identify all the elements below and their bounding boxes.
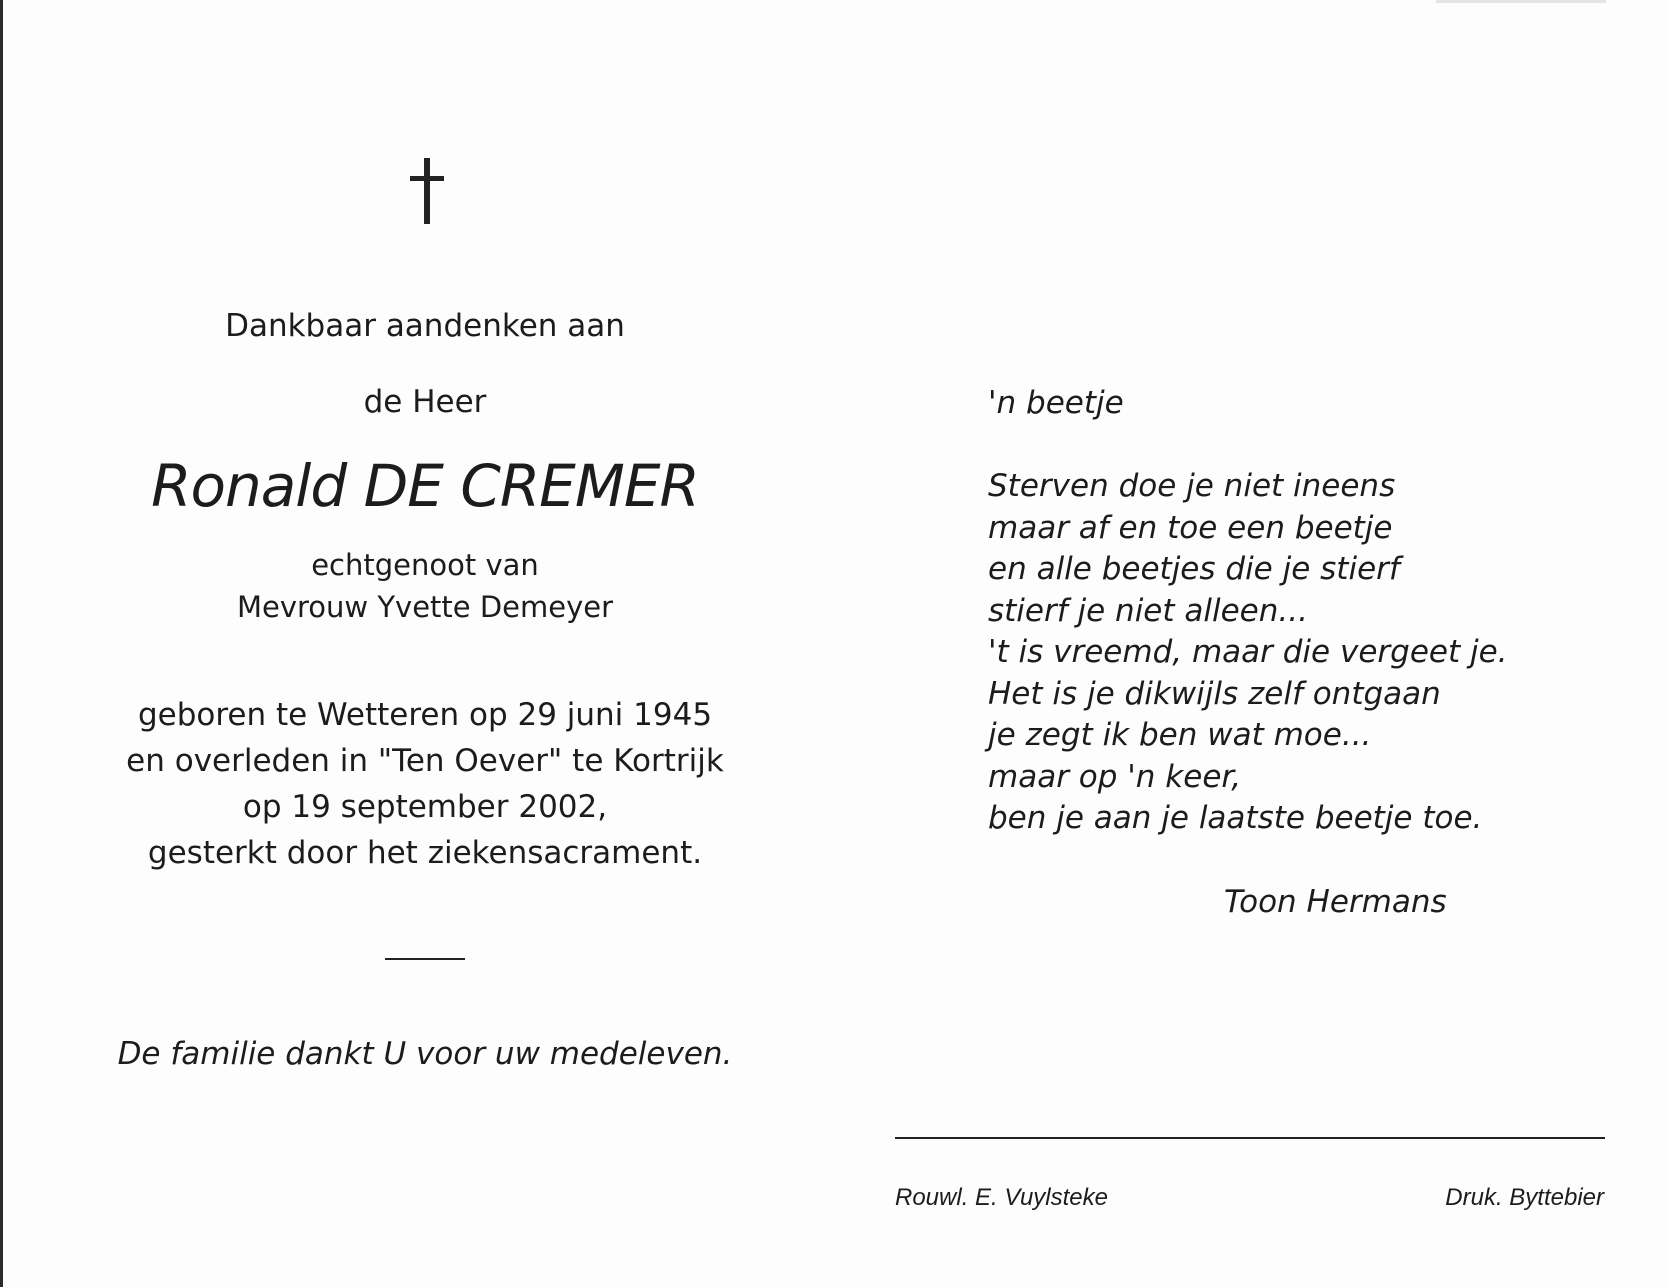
- poem-line: je zegt ik ben wat moe...: [988, 717, 1372, 753]
- poem-body: [988, 466, 1508, 840]
- card-edge: [0, 0, 3, 1287]
- poem-line: maar op 'n keer,: [988, 758, 1242, 795]
- life-details: [90, 692, 760, 876]
- death-line: en overleden in "Ten Oever" te Kortrijk: [126, 743, 724, 779]
- poem-line: 't is vreemd, maar die vergeet je.: [988, 634, 1508, 670]
- scan-mark: [1436, 0, 1606, 3]
- poem-line: Het is je dikwijls zelf ontgaan: [988, 675, 1441, 712]
- spouse-name: Mevrouw Yvette Demeyer: [236, 590, 614, 624]
- honorific: de Heer: [363, 384, 487, 420]
- poem-line: en alle beetjes die je stierf: [988, 551, 1400, 587]
- death-date-line: op 19 september 2002,: [242, 789, 608, 825]
- funeral-home-credit: Rouwl. E. Vuylsteke: [895, 1184, 1108, 1211]
- poem-line: stierf je niet alleen...: [988, 592, 1308, 629]
- spouse-relation: echtgenoot van: [311, 548, 539, 582]
- poem-line: ben je aan je laatste beetje toe.: [988, 800, 1483, 836]
- poem-line: maar af en toe een beetje: [988, 509, 1393, 546]
- intro-text: Dankbaar aandenken aan: [225, 308, 625, 344]
- printer-credit: Druk. Byttebier: [1445, 1184, 1604, 1211]
- family-thanks: De familie dankt U voor uw medeleven.: [117, 1036, 733, 1072]
- sacrament-line: gesterkt door het ziekensacrament.: [147, 835, 703, 871]
- deceased-name: Ronald DE CREMER: [151, 452, 699, 520]
- poem-line: Sterven doe je niet ineens: [988, 468, 1396, 504]
- birth-line: geboren te Wetteren op 29 juni 1945: [137, 697, 713, 733]
- footer-rule: [895, 1137, 1605, 1139]
- poem-author: Toon Hermans: [1224, 884, 1447, 920]
- poem-title: 'n beetje: [988, 385, 1124, 421]
- cross-icon: [410, 158, 444, 224]
- divider: [385, 958, 465, 960]
